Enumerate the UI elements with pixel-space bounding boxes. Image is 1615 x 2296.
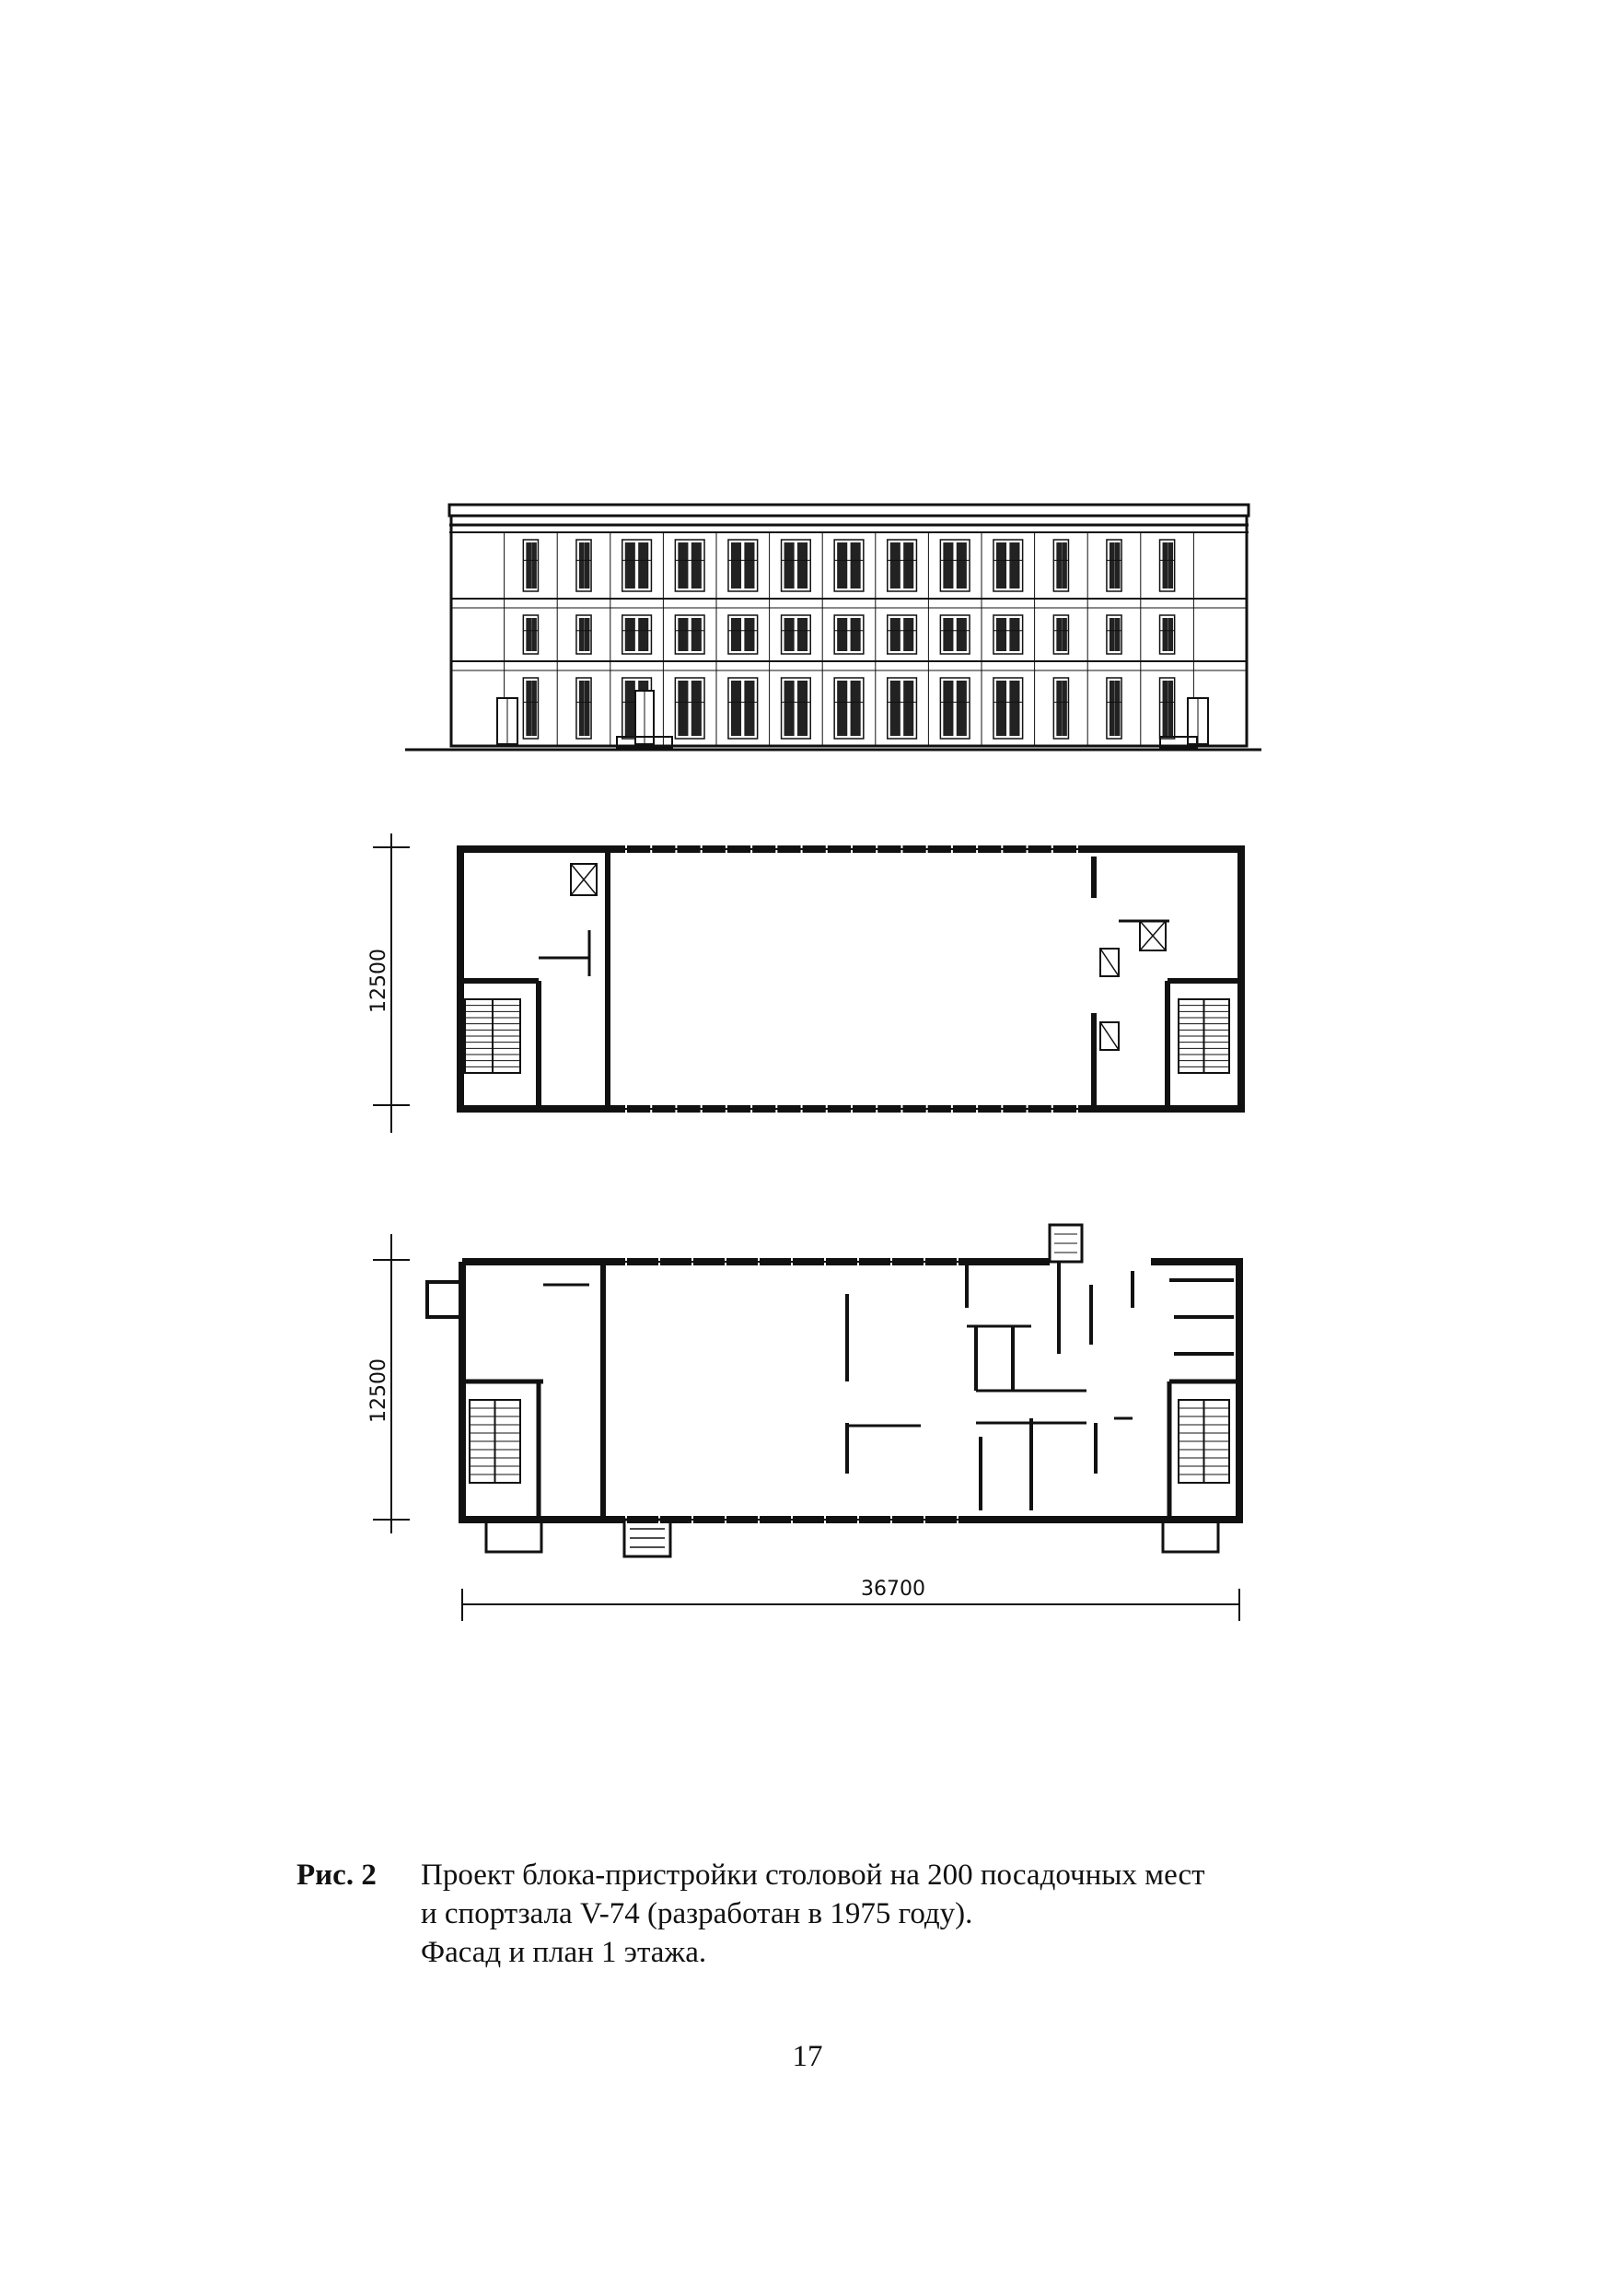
caption-text-3: Фасад и план 1 этажа. xyxy=(421,1936,707,1969)
caption-line-3 xyxy=(296,1933,1401,1972)
dimension-label-width: 36700 xyxy=(861,1578,925,1601)
facade-elevation xyxy=(405,505,1261,750)
floor-plan-upper xyxy=(373,833,1241,1133)
caption-line-1 xyxy=(296,1856,1401,1894)
dimension-label-upper-plan: 12500 xyxy=(367,949,390,1013)
figure-caption xyxy=(296,1856,1401,1972)
caption-text-2: и спортзала V-74 (разработан в 1975 году). xyxy=(421,1897,973,1930)
caption-label: Рис. 2 xyxy=(296,1859,377,1892)
floor-plan-first xyxy=(373,1225,1239,1621)
caption-line-2 xyxy=(296,1894,1401,1933)
page-number: 17 xyxy=(792,2040,823,2073)
caption-text-1: Проект блока-пристройки столовой на 200 посадочных мест xyxy=(421,1859,1205,1892)
dimension-label-first-plan: 12500 xyxy=(367,1358,390,1423)
